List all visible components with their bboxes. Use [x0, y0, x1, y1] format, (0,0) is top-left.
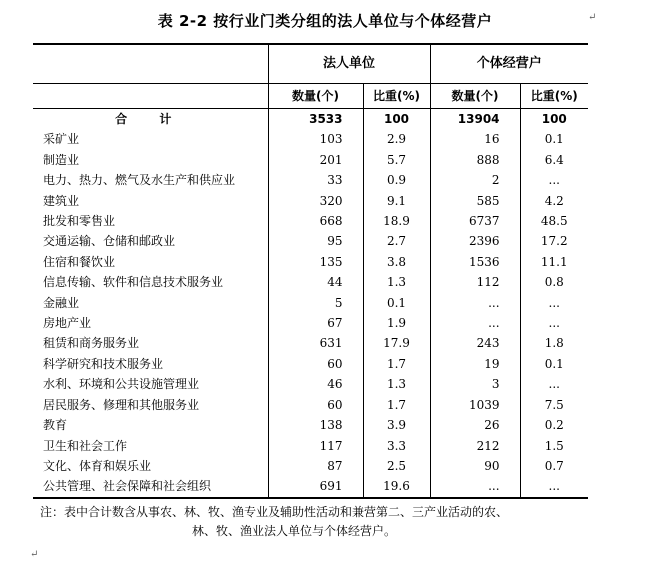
legal-count-cell: 67 [268, 313, 363, 333]
legal-share-cell: 19.6 [363, 476, 430, 497]
legal-count-cell: 117 [268, 436, 363, 456]
legal-share-cell: 3.3 [363, 436, 430, 456]
indiv-count-cell: ... [430, 313, 520, 333]
name-cell: 租赁和商务服务业 [43, 336, 140, 351]
legal-share-cell: 17.9 [363, 333, 430, 353]
indiv-share-header: 比重(%) [520, 84, 588, 109]
indiv-share-cell: 7.5 [520, 395, 588, 415]
legal-share-cell: 1.3 [363, 272, 430, 292]
table-row [33, 252, 588, 272]
legal-count-cell: 691 [268, 476, 363, 497]
indiv-count-header: 数量(个) [430, 84, 520, 109]
table-row [33, 354, 588, 374]
indiv-share-cell: 0.1 [520, 354, 588, 374]
sub-header-row [33, 84, 588, 109]
table-row [33, 191, 588, 211]
group-header-row [33, 44, 588, 84]
legal-count-cell: 60 [268, 354, 363, 374]
legal-count-cell: 631 [268, 333, 363, 353]
table-row [33, 170, 588, 190]
legal-count-cell: 668 [268, 211, 363, 231]
name-cell: 建筑业 [43, 193, 80, 208]
indiv-count-cell: 243 [430, 333, 520, 353]
indiv-share-cell: 1.8 [520, 333, 588, 353]
name-cell: 制造业 [43, 152, 80, 167]
table-row [33, 150, 588, 170]
indiv-share-cell: 0.2 [520, 415, 588, 435]
statistics-table [33, 43, 588, 499]
legal-share-header: 比重(%) [363, 84, 430, 109]
indiv-count-cell: 16 [430, 129, 520, 149]
legal-share-cell: 1.7 [363, 354, 430, 374]
indiv-share-cell: ... [520, 293, 588, 313]
legal-count-cell: 87 [268, 456, 363, 476]
legal-count-cell: 138 [268, 415, 363, 435]
legal-share-cell: 2.5 [363, 456, 430, 476]
name-cell: 采矿业 [43, 132, 80, 147]
paragraph-mark: ↵ [588, 12, 597, 23]
table-row [33, 415, 588, 435]
name-cell: 金融业 [43, 295, 80, 310]
legal-count-cell: 103 [268, 129, 363, 149]
indiv-share-cell: 17.2 [520, 231, 588, 251]
individual-business-header: 个体经营户 [430, 44, 588, 84]
name-cell: 居民服务、修理和其他服务业 [43, 397, 200, 412]
table-row [33, 374, 588, 394]
legal-count-header: 数量(个) [268, 84, 363, 109]
indiv-share-cell: 11.1 [520, 252, 588, 272]
total-row [33, 109, 588, 130]
legal-share-cell: 5.7 [363, 150, 430, 170]
name-cell: 公共管理、社会保障和社会组织 [33, 476, 268, 497]
indiv-share-cell: ... [520, 476, 588, 497]
indiv-count-cell: 112 [430, 272, 520, 292]
indiv-count-cell: 888 [430, 150, 520, 170]
legal-count-cell: 44 [268, 272, 363, 292]
legal-count-cell: 320 [268, 191, 363, 211]
total-label: 合 计 [115, 112, 186, 126]
legal-share-cell: 9.1 [363, 191, 430, 211]
indiv-share-cell: 0.8 [520, 272, 588, 292]
legal-count-cell: 135 [268, 252, 363, 272]
table-row [33, 293, 588, 313]
legal-share-cell: 1.3 [363, 374, 430, 394]
legal-unit-header: 法人单位 [268, 44, 430, 84]
indiv-share-cell: 4.2 [520, 191, 588, 211]
table-row [33, 476, 588, 497]
indiv-count-cell: 19 [430, 354, 520, 374]
legal-share-cell: 18.9 [363, 211, 430, 231]
legal-count-cell: 46 [268, 374, 363, 394]
table-note [40, 503, 600, 541]
legal-count-cell: 5 [268, 293, 363, 313]
legal-share-cell: 3.8 [363, 252, 430, 272]
name-cell: 房地产业 [43, 316, 92, 331]
legal-share-cell: 3.9 [363, 415, 430, 435]
indiv-share-cell: ... [520, 374, 588, 394]
indiv-count-cell: 90 [430, 456, 520, 476]
name-cell: 交通运输、仓储和邮政业 [43, 234, 176, 249]
indiv-share-cell: 48.5 [520, 211, 588, 231]
indiv-share-cell: 0.7 [520, 456, 588, 476]
name-cell: 卫生和社会工作 [43, 438, 128, 453]
legal-share-cell: 2.9 [363, 129, 430, 149]
indiv-share-cell: 0.1 [520, 129, 588, 149]
table-row [33, 395, 588, 415]
indiv-count-cell: 26 [430, 415, 520, 435]
name-cell: 批发和零售业 [43, 214, 116, 229]
table-title: 表 2-2 按行业门类分组的法人单位与个体经营户 [157, 12, 493, 30]
note-line-1: 注：表中合计数含从事农、林、牧、渔专业及辅助性活动和兼营第二、三产业活动的农、 [40, 505, 509, 519]
legal-share-cell: 0.9 [363, 170, 430, 190]
name-cell: 住宿和餐饮业 [43, 254, 116, 269]
indiv-count-cell: 1536 [430, 252, 520, 272]
indiv-count-cell: 212 [430, 436, 520, 456]
indiv-count-cell: 2 [430, 170, 520, 190]
indiv-share-cell: 1.5 [520, 436, 588, 456]
legal-share-cell: 0.1 [363, 293, 430, 313]
legal-count-cell: 95 [268, 231, 363, 251]
indiv-count-cell: 6737 [430, 211, 520, 231]
legal-share-cell: 1.7 [363, 395, 430, 415]
indiv-count-cell: 585 [430, 191, 520, 211]
legal-share-cell: 1.9 [363, 313, 430, 333]
total-legal-count: 3533 [268, 109, 363, 130]
name-cell: 信息传输、软件和信息技术服务业 [43, 275, 224, 290]
header-corner-lower [33, 84, 268, 109]
indiv-count-cell: 2396 [430, 231, 520, 251]
indiv-share-cell: ... [520, 313, 588, 333]
name-cell: 科学研究和技术服务业 [43, 356, 164, 371]
table-row [33, 231, 588, 251]
table-row [33, 272, 588, 292]
indiv-share-cell: 6.4 [520, 150, 588, 170]
total-indiv-share: 100 [520, 109, 588, 130]
table-row [33, 211, 588, 231]
table-row [33, 436, 588, 456]
legal-count-cell: 33 [268, 170, 363, 190]
name-cell: 水利、环境和公共设施管理业 [43, 377, 200, 392]
table-row [33, 456, 588, 476]
paragraph-mark: ↵ [30, 549, 39, 560]
table-row [33, 333, 588, 353]
name-cell: 文化、体育和娱乐业 [43, 458, 152, 473]
total-indiv-count: 13904 [430, 109, 520, 130]
indiv-count-cell: ... [430, 293, 520, 313]
indiv-count-cell: 1039 [430, 395, 520, 415]
table-row [33, 129, 588, 149]
indiv-share-cell: ... [520, 170, 588, 190]
legal-count-cell: 201 [268, 150, 363, 170]
name-cell: 教育 [43, 418, 68, 433]
indiv-count-cell: 3 [430, 374, 520, 394]
note-line-2: 林、牧、渔业法人单位与个体经营户。 [192, 524, 397, 538]
legal-share-cell: 2.7 [363, 231, 430, 251]
name-cell: 电力、热力、燃气及水生产和供应业 [43, 173, 236, 188]
header-corner [33, 44, 268, 84]
table-row [33, 313, 588, 333]
legal-count-cell: 60 [268, 395, 363, 415]
total-legal-share: 100 [363, 109, 430, 130]
indiv-count-cell: ... [430, 476, 520, 497]
